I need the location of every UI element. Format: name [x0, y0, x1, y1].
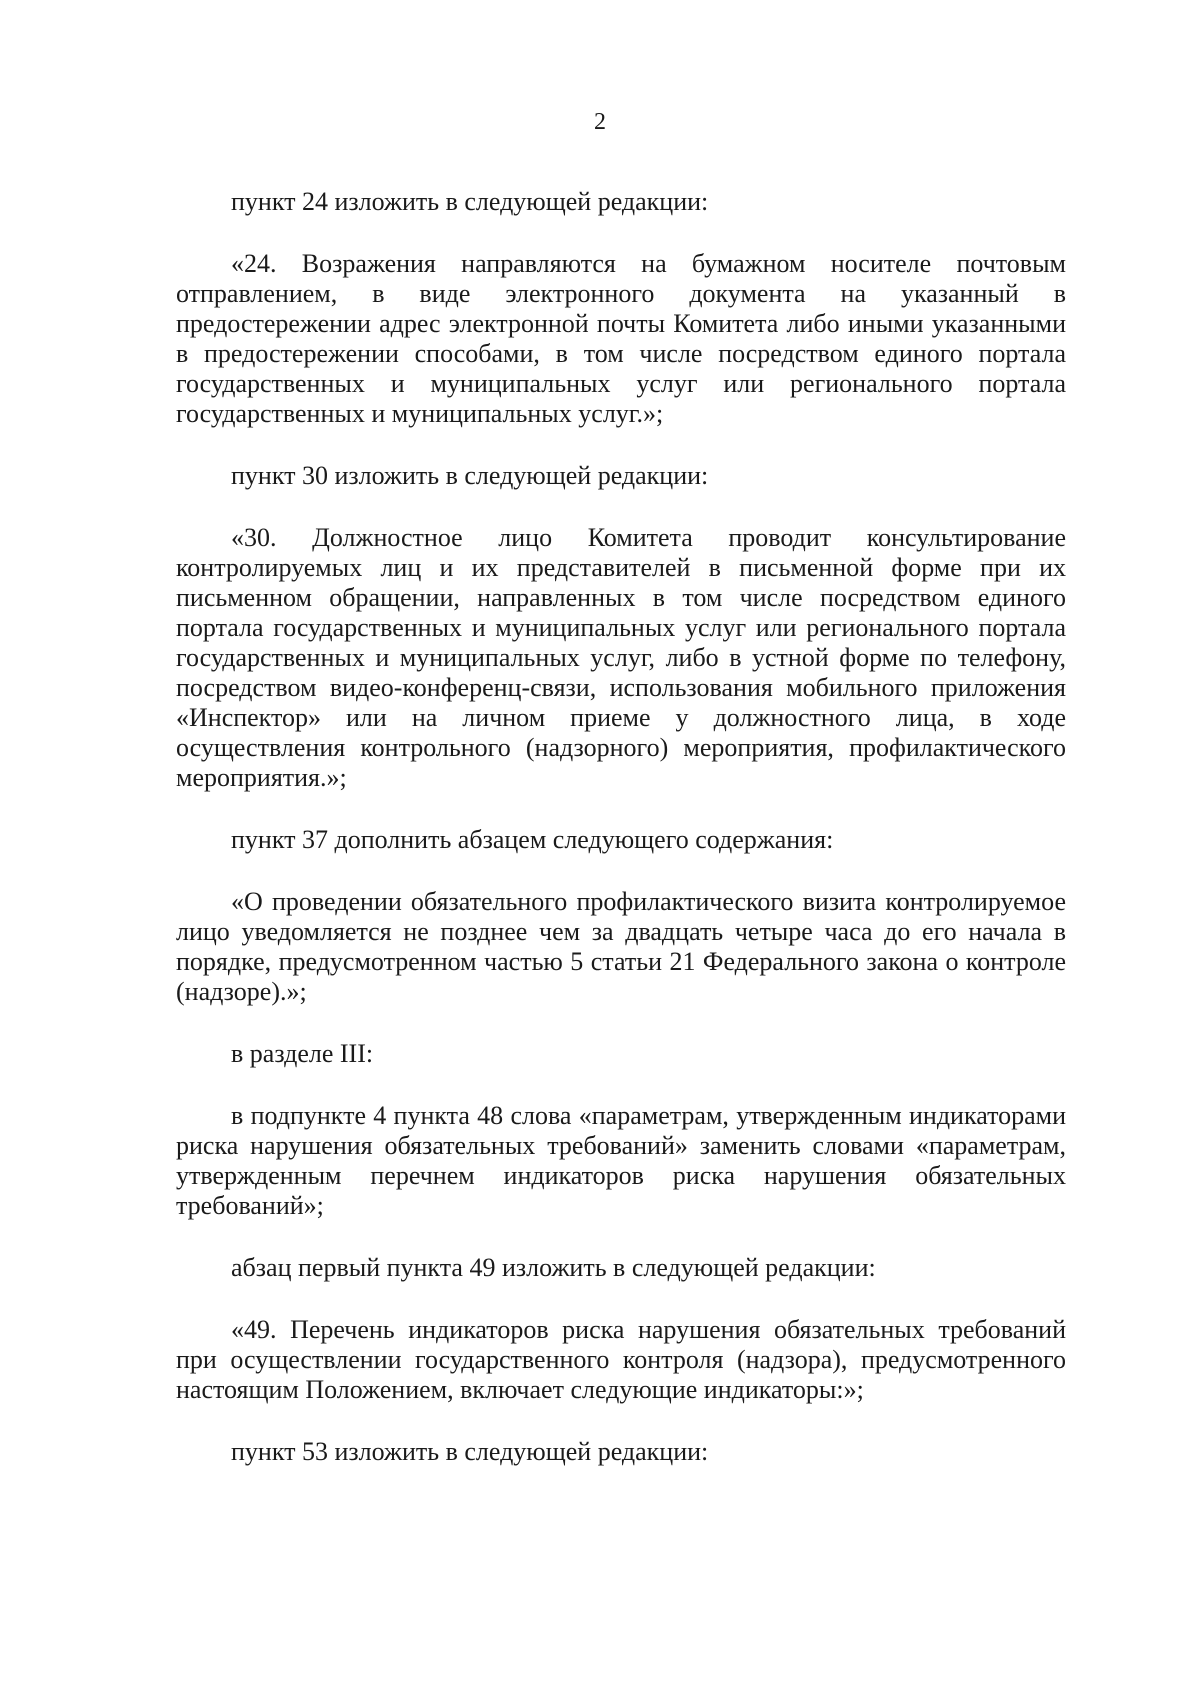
paragraph-item-24: «24. Возражения направляются на бумажном носителе почтовым отправлением, в виде электронного документа на указанный в предостережении адрес электронной почты Комитета либо иными указанными в предостережении способами, в том числе посредством единого портала государственных и муниципальных услуг или регионального портала государственных и муниципальных услуг.»;	[176, 249, 1066, 428]
paragraph-item-48: в подпункте 4 пункта 48 слова «параметрам, утвержденным индикаторами риска нарушения обязательных требований» заменить словами «параметрам, утвержденным перечнем индикаторов риска нарушения обязательных требований»;	[176, 1101, 1066, 1220]
instruction-section-3: в разделе III:	[231, 1039, 374, 1068]
instruction-item-24: пункт 24 изложить в следующей редакции:	[231, 187, 709, 216]
instruction-item-37: пункт 37 дополнить абзацем следующего содержания:	[231, 825, 834, 854]
instruction-item-30: пункт 30 изложить в следующей редакции:	[231, 461, 709, 490]
paragraph-item-30: «30. Должностное лицо Комитета проводит консультирование контролируемых лиц и их представителей в письменной форме при их письменном обращении, направленных в том числе посредством единого портала государственных и муниципальных услуг или регионального портала государственных и муниципальных услуг, либо в устной форме по телефону, посредством видео-конференц-связи, использования мобильного приложения «Инспектор» или на личном приеме у должностного лица, в ходе осуществления контрольного (надзорного) мероприятия, профилактического мероприятия.»;	[176, 523, 1066, 792]
page-number: 2	[594, 109, 606, 135]
document-body	[176, 187, 1066, 1467]
paragraph-item-37: «О проведении обязательного профилактического визита контролируемое лицо уведомляется не позднее чем за двадцать четыре часа до его начала в порядке, предусмотренном частью 5 статьи 21 Федерального закона о контроле (надзоре).»;	[176, 887, 1066, 1006]
paragraph-item-49: «49. Перечень индикаторов риска нарушения обязательных требований при осуществлении государственного контроля (надзора), предусмотренного настоящим Положением, включает следующие индикаторы:»;	[176, 1315, 1066, 1404]
instruction-item-49: абзац первый пункта 49 изложить в следующей редакции:	[231, 1253, 876, 1282]
instruction-item-53: пункт 53 изложить в следующей редакции:	[231, 1437, 709, 1466]
